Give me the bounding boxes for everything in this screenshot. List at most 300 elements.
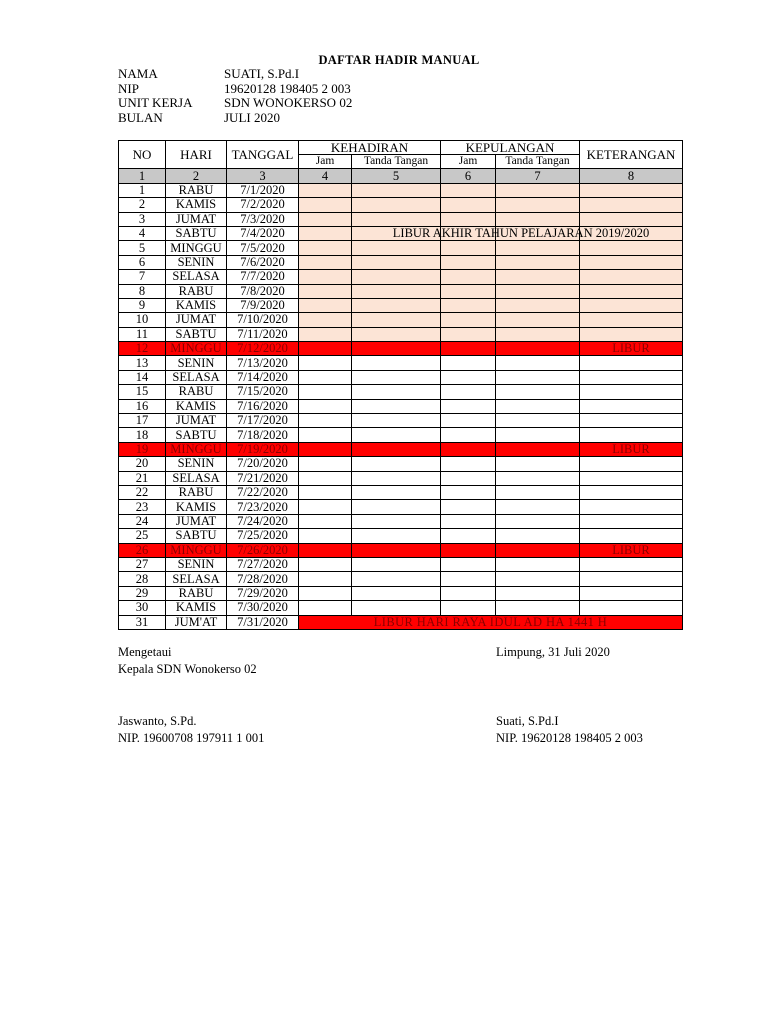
row-hari: MINGGU xyxy=(166,241,227,255)
row-no: 7 xyxy=(119,270,166,284)
row-no: 23 xyxy=(119,500,166,514)
jam-pulang-cell xyxy=(441,255,496,269)
table-row xyxy=(119,399,683,413)
row-hari: RABU xyxy=(166,485,227,499)
row-tanggal: 7/13/2020 xyxy=(227,356,299,370)
row-no: 19 xyxy=(119,442,166,456)
ttd-hadir-cell xyxy=(352,342,441,356)
row-no: 1 xyxy=(119,183,166,197)
jam-hadir-cell xyxy=(299,529,352,543)
table-row xyxy=(119,457,683,471)
keterangan-cell xyxy=(580,298,683,312)
row-no: 4 xyxy=(119,226,166,240)
jam-hadir-cell xyxy=(299,471,352,485)
row-hari: JUMAT xyxy=(166,514,227,528)
ttd-pulang-cell xyxy=(496,198,580,212)
mengetahui-label: Mengetaui xyxy=(118,645,172,659)
table-row xyxy=(119,198,683,212)
ttd-pulang-cell xyxy=(496,601,580,615)
row-tanggal: 7/28/2020 xyxy=(227,572,299,586)
jam-hadir-cell xyxy=(299,586,352,600)
row-no: 20 xyxy=(119,457,166,471)
row-tanggal: 7/22/2020 xyxy=(227,485,299,499)
jam-pulang-cell xyxy=(441,500,496,514)
row-hari: SABTU xyxy=(166,428,227,442)
ttd-hadir-cell xyxy=(352,514,441,528)
jam-pulang-cell xyxy=(441,198,496,212)
ttd-pulang-cell xyxy=(496,414,580,428)
jam-hadir-cell xyxy=(299,428,352,442)
row-hari: KAMIS xyxy=(166,198,227,212)
column-number: 1 xyxy=(119,169,166,183)
row-tanggal: 7/18/2020 xyxy=(227,428,299,442)
row-tanggal: 7/25/2020 xyxy=(227,529,299,543)
jam-pulang-cell xyxy=(441,485,496,499)
ttd-hadir-cell xyxy=(352,270,441,284)
info-row-bulan xyxy=(118,111,352,126)
row-tanggal: 7/15/2020 xyxy=(227,385,299,399)
row-hari: SELASA xyxy=(166,370,227,384)
jam-hadir-cell xyxy=(299,270,352,284)
row-tanggal: 7/8/2020 xyxy=(227,284,299,298)
row-no: 29 xyxy=(119,586,166,600)
column-number: 6 xyxy=(441,169,496,183)
row-no: 5 xyxy=(119,241,166,255)
ttd-hadir-cell xyxy=(352,225,650,240)
subheader-jam-hadir: Jam xyxy=(299,155,352,169)
row-no: 27 xyxy=(119,557,166,571)
table-row xyxy=(119,385,683,399)
ttd-hadir-cell xyxy=(352,442,441,456)
info-label: UNIT KERJA xyxy=(118,95,193,110)
ttd-pulang-cell xyxy=(496,327,580,341)
keterangan-cell xyxy=(580,270,683,284)
keterangan-cell xyxy=(580,385,683,399)
ttd-hadir-cell xyxy=(352,284,441,298)
table-row xyxy=(119,255,683,269)
row-tanggal: 7/6/2020 xyxy=(227,255,299,269)
table-row xyxy=(119,414,683,428)
header-hari: HARI xyxy=(166,141,227,169)
row-hari: MINGGU xyxy=(166,543,227,557)
jam-hadir-cell xyxy=(299,198,352,212)
column-number: 5 xyxy=(352,169,441,183)
header-no: NO xyxy=(119,141,166,169)
table-row xyxy=(119,543,683,557)
ttd-pulang-cell xyxy=(496,298,580,312)
row-tanggal: 7/10/2020 xyxy=(227,313,299,327)
ttd-hadir-cell xyxy=(352,601,441,615)
jam-pulang-cell xyxy=(441,212,496,226)
ttd-pulang-cell xyxy=(496,442,580,456)
header-kepulangan: KEPULANGAN xyxy=(441,141,580,155)
row-hari: SENIN xyxy=(166,356,227,370)
ttd-pulang-cell xyxy=(496,399,580,413)
header-keterangan: KETERANGAN xyxy=(580,141,683,169)
table-row xyxy=(119,529,683,543)
footer-teacher-signature xyxy=(496,713,643,747)
row-hari: SABTU xyxy=(166,327,227,341)
table-row xyxy=(119,370,683,384)
ttd-hadir-cell xyxy=(352,370,441,384)
ttd-hadir-cell xyxy=(352,313,441,327)
info-label: NAMA xyxy=(118,66,158,81)
row-no: 17 xyxy=(119,414,166,428)
keterangan-cell xyxy=(580,356,683,370)
table-row xyxy=(119,284,683,298)
info-label: NIP xyxy=(118,80,139,96)
keterangan-cell xyxy=(580,399,683,413)
teacher-nip: NIP. 19620128 198405 2 003 xyxy=(496,731,643,745)
info-row-nama xyxy=(118,67,352,82)
row-tanggal: 7/9/2020 xyxy=(227,298,299,312)
header-kehadiran: KEHADIRAN xyxy=(299,141,441,155)
keterangan-cell xyxy=(580,514,683,528)
table-row xyxy=(119,572,683,586)
ttd-hadir-cell xyxy=(352,198,441,212)
jam-pulang-cell xyxy=(441,313,496,327)
row-hari: SABTU xyxy=(166,529,227,543)
keterangan-cell xyxy=(580,370,683,384)
row-no: 9 xyxy=(119,298,166,312)
keterangan-cell xyxy=(580,183,683,197)
keterangan-cell: LIBUR xyxy=(580,342,683,356)
row-hari: KAMIS xyxy=(166,500,227,514)
keterangan-cell xyxy=(580,212,683,226)
keterangan-cell xyxy=(580,198,683,212)
row-no: 22 xyxy=(119,485,166,499)
row-tanggal: 7/12/2020 xyxy=(227,342,299,356)
keterangan-cell xyxy=(580,255,683,269)
jam-pulang-cell xyxy=(441,270,496,284)
row-tanggal: 7/23/2020 xyxy=(227,500,299,514)
jam-hadir-cell xyxy=(299,241,352,255)
ttd-pulang-cell xyxy=(496,557,580,571)
jam-hadir-cell xyxy=(299,399,352,413)
row-hari: JUMAT xyxy=(166,212,227,226)
row-no: 12 xyxy=(119,342,166,356)
jam-hadir-cell xyxy=(299,370,352,384)
ttd-pulang-cell xyxy=(496,529,580,543)
ttd-pulang-cell xyxy=(496,342,580,356)
ttd-hadir-cell xyxy=(352,428,441,442)
row-tanggal: 7/3/2020 xyxy=(227,212,299,226)
ttd-hadir-cell xyxy=(352,298,441,312)
column-number: 7 xyxy=(496,169,580,183)
info-label: BULAN xyxy=(118,109,163,125)
row-tanggal: 7/7/2020 xyxy=(227,270,299,284)
table-row xyxy=(119,270,683,284)
keterangan-cell xyxy=(580,457,683,471)
jam-pulang-cell xyxy=(441,183,496,197)
ttd-pulang-cell xyxy=(496,428,580,442)
row-no: 31 xyxy=(119,615,166,629)
jam-pulang-cell xyxy=(441,399,496,413)
ttd-pulang-cell xyxy=(496,212,580,226)
table-row xyxy=(119,500,683,514)
header-tanggal: TANGGAL xyxy=(227,141,299,169)
table-row xyxy=(119,327,683,341)
column-number: 8 xyxy=(580,169,683,183)
row-no: 16 xyxy=(119,399,166,413)
row-tanggal: 7/19/2020 xyxy=(227,442,299,456)
ttd-hadir-cell xyxy=(352,529,441,543)
keterangan-cell xyxy=(580,572,683,586)
table-row xyxy=(119,514,683,528)
keterangan-cell xyxy=(580,557,683,571)
jam-pulang-cell xyxy=(441,385,496,399)
row-tanggal: 7/11/2020 xyxy=(227,327,299,341)
info-value: SUATI, S.Pd.I xyxy=(224,66,300,81)
ttd-hadir-cell xyxy=(352,457,441,471)
jam-pulang-cell xyxy=(441,529,496,543)
keterangan-cell xyxy=(580,601,683,615)
footer-place-date: Limpung, 31 Juli 2020 xyxy=(496,645,610,659)
table-row xyxy=(119,226,683,240)
row-no: 24 xyxy=(119,514,166,528)
jam-pulang-cell xyxy=(441,601,496,615)
column-number: 2 xyxy=(166,169,227,183)
row-tanggal: 7/20/2020 xyxy=(227,457,299,471)
jam-pulang-cell xyxy=(441,284,496,298)
jam-pulang-cell xyxy=(441,241,496,255)
jam-hadir-cell xyxy=(299,442,352,456)
row-hari: SABTU xyxy=(166,226,227,240)
keterangan-cell xyxy=(580,586,683,600)
ttd-hadir-cell xyxy=(352,414,441,428)
column-number: 3 xyxy=(227,169,299,183)
ttd-pulang-cell xyxy=(496,586,580,600)
jam-hadir-cell xyxy=(299,414,352,428)
row-no: 10 xyxy=(119,313,166,327)
row-no: 6 xyxy=(119,255,166,269)
table-row xyxy=(119,601,683,615)
ttd-hadir-cell xyxy=(352,356,441,370)
row-hari: SELASA xyxy=(166,471,227,485)
jam-pulang-cell xyxy=(441,414,496,428)
eid-holiday-note: LIBUR HARI RAYA IDUL AD HA 1441 H xyxy=(299,615,683,629)
row-tanggal: 7/24/2020 xyxy=(227,514,299,528)
ttd-pulang-cell xyxy=(496,370,580,384)
jam-pulang-cell xyxy=(441,543,496,557)
keterangan-cell xyxy=(580,471,683,485)
row-tanggal: 7/17/2020 xyxy=(227,414,299,428)
ttd-hadir-cell xyxy=(352,485,441,499)
jam-hadir-cell xyxy=(299,226,352,240)
row-no: 30 xyxy=(119,601,166,615)
row-hari: SELASA xyxy=(166,270,227,284)
row-hari: JUMAT xyxy=(166,313,227,327)
row-no: 3 xyxy=(119,212,166,226)
ttd-pulang-cell xyxy=(496,284,580,298)
subheader-jam-pulang: Jam xyxy=(441,155,496,169)
jam-hadir-cell xyxy=(299,342,352,356)
ttd-pulang-cell xyxy=(496,514,580,528)
jam-hadir-cell xyxy=(299,298,352,312)
ttd-pulang-cell xyxy=(496,471,580,485)
keterangan-cell xyxy=(580,500,683,514)
keterangan-cell: LIBUR xyxy=(580,543,683,557)
jam-pulang-cell xyxy=(441,457,496,471)
info-value: 19620128 198405 2 003 xyxy=(224,80,351,96)
jam-pulang-cell xyxy=(441,356,496,370)
ttd-pulang-cell xyxy=(496,543,580,557)
ttd-hadir-cell xyxy=(352,500,441,514)
jam-hadir-cell xyxy=(299,457,352,471)
jam-pulang-cell xyxy=(441,327,496,341)
jam-hadir-cell xyxy=(299,385,352,399)
row-tanggal: 7/2/2020 xyxy=(227,198,299,212)
row-tanggal: 7/4/2020 xyxy=(227,226,299,240)
row-no: 18 xyxy=(119,428,166,442)
ttd-hadir-cell xyxy=(352,255,441,269)
row-no: 13 xyxy=(119,356,166,370)
jam-pulang-cell xyxy=(441,586,496,600)
jam-hadir-cell xyxy=(299,485,352,499)
table-row xyxy=(119,586,683,600)
ttd-hadir-cell xyxy=(352,543,441,557)
ttd-pulang-cell xyxy=(496,270,580,284)
row-hari: KAMIS xyxy=(166,298,227,312)
jam-hadir-cell xyxy=(299,212,352,226)
ttd-pulang-cell xyxy=(496,500,580,514)
keterangan-cell xyxy=(580,414,683,428)
column-number: 4 xyxy=(299,169,352,183)
row-no: 28 xyxy=(119,572,166,586)
ttd-hadir-cell xyxy=(352,212,441,226)
keterangan-cell xyxy=(580,241,683,255)
jam-hadir-cell xyxy=(299,284,352,298)
footer-head-signature xyxy=(118,713,264,747)
row-hari: SENIN xyxy=(166,557,227,571)
row-hari: RABU xyxy=(166,385,227,399)
keterangan-cell xyxy=(580,313,683,327)
column-number-row xyxy=(119,169,683,183)
row-tanggal: 7/16/2020 xyxy=(227,399,299,413)
jam-hadir-cell xyxy=(299,572,352,586)
table-row xyxy=(119,471,683,485)
row-hari: MINGGU xyxy=(166,342,227,356)
attendance-rows xyxy=(119,183,683,629)
ttd-hadir-cell xyxy=(352,557,441,571)
jam-hadir-cell xyxy=(299,543,352,557)
info-row-unit-kerja xyxy=(118,96,352,111)
row-hari: MINGGU xyxy=(166,442,227,456)
keterangan-cell xyxy=(580,284,683,298)
row-hari: KAMIS xyxy=(166,601,227,615)
row-tanggal: 7/21/2020 xyxy=(227,471,299,485)
row-hari: SENIN xyxy=(166,457,227,471)
table-row xyxy=(119,313,683,327)
row-hari: RABU xyxy=(166,284,227,298)
keterangan-cell: LIBUR xyxy=(580,442,683,456)
attendance-table xyxy=(118,140,683,630)
jam-hadir-cell xyxy=(299,500,352,514)
table-row xyxy=(119,485,683,499)
jam-pulang-cell xyxy=(441,342,496,356)
row-tanggal: 7/29/2020 xyxy=(227,586,299,600)
ttd-pulang-cell xyxy=(496,313,580,327)
row-hari: JUMAT xyxy=(166,414,227,428)
row-no: 11 xyxy=(119,327,166,341)
ttd-hadir-cell xyxy=(352,327,441,341)
row-no: 8 xyxy=(119,284,166,298)
ttd-hadir-cell xyxy=(352,241,441,255)
jam-hadir-cell xyxy=(299,255,352,269)
row-hari: RABU xyxy=(166,183,227,197)
jam-hadir-cell xyxy=(299,514,352,528)
ttd-hadir-cell xyxy=(352,586,441,600)
head-name: Jaswanto, S.Pd. xyxy=(118,714,197,728)
footer-left xyxy=(118,644,257,678)
row-tanggal: 7/14/2020 xyxy=(227,370,299,384)
teacher-name: Suati, S.Pd.I xyxy=(496,714,559,728)
jam-pulang-cell xyxy=(441,572,496,586)
row-hari: KAMIS xyxy=(166,399,227,413)
keterangan-cell xyxy=(580,485,683,499)
jam-hadir-cell xyxy=(299,327,352,341)
ttd-pulang-cell xyxy=(496,385,580,399)
jam-hadir-cell xyxy=(299,183,352,197)
jam-pulang-cell xyxy=(441,428,496,442)
header-row xyxy=(119,141,683,155)
row-no: 14 xyxy=(119,370,166,384)
ttd-pulang-cell xyxy=(496,485,580,499)
jam-hadir-cell xyxy=(299,601,352,615)
ttd-hadir-cell xyxy=(352,183,441,197)
ttd-hadir-cell xyxy=(352,471,441,485)
subheader-ttd-pulang: Tanda Tangan xyxy=(496,155,580,169)
row-no: 21 xyxy=(119,471,166,485)
row-tanggal: 7/26/2020 xyxy=(227,543,299,557)
table-row xyxy=(119,428,683,442)
jam-pulang-cell xyxy=(441,442,496,456)
row-tanggal: 7/30/2020 xyxy=(227,601,299,615)
employee-info xyxy=(118,67,352,125)
info-row-nip xyxy=(118,82,352,97)
kepala-label: Kepala SDN Wonokerso 02 xyxy=(118,662,257,676)
jam-pulang-cell xyxy=(441,298,496,312)
table-row xyxy=(119,212,683,226)
table-row xyxy=(119,241,683,255)
row-hari: SENIN xyxy=(166,255,227,269)
row-hari: JUM'AT xyxy=(166,615,227,629)
ttd-pulang-cell xyxy=(496,255,580,269)
ttd-pulang-cell xyxy=(496,572,580,586)
ttd-hadir-cell xyxy=(352,385,441,399)
table-row xyxy=(119,356,683,370)
row-no: 15 xyxy=(119,385,166,399)
jam-pulang-cell xyxy=(441,514,496,528)
table-row xyxy=(119,442,683,456)
row-tanggal: 7/5/2020 xyxy=(227,241,299,255)
jam-hadir-cell xyxy=(299,557,352,571)
table-row xyxy=(119,342,683,356)
row-no: 25 xyxy=(119,529,166,543)
ttd-hadir-cell xyxy=(352,572,441,586)
table-row xyxy=(119,615,683,629)
row-hari: SELASA xyxy=(166,572,227,586)
table-row xyxy=(119,557,683,571)
row-tanggal: 7/27/2020 xyxy=(227,557,299,571)
row-hari: RABU xyxy=(166,586,227,600)
document-title: DAFTAR HADIR MANUAL xyxy=(318,53,480,67)
ttd-pulang-cell xyxy=(496,356,580,370)
ttd-pulang-cell xyxy=(496,457,580,471)
table-row xyxy=(119,183,683,197)
info-value: SDN WONOKERSO 02 xyxy=(224,95,353,110)
school-holiday-note: LIBUR AKHIR TAHUN PELAJARAN 2019/2020 xyxy=(392,225,650,240)
